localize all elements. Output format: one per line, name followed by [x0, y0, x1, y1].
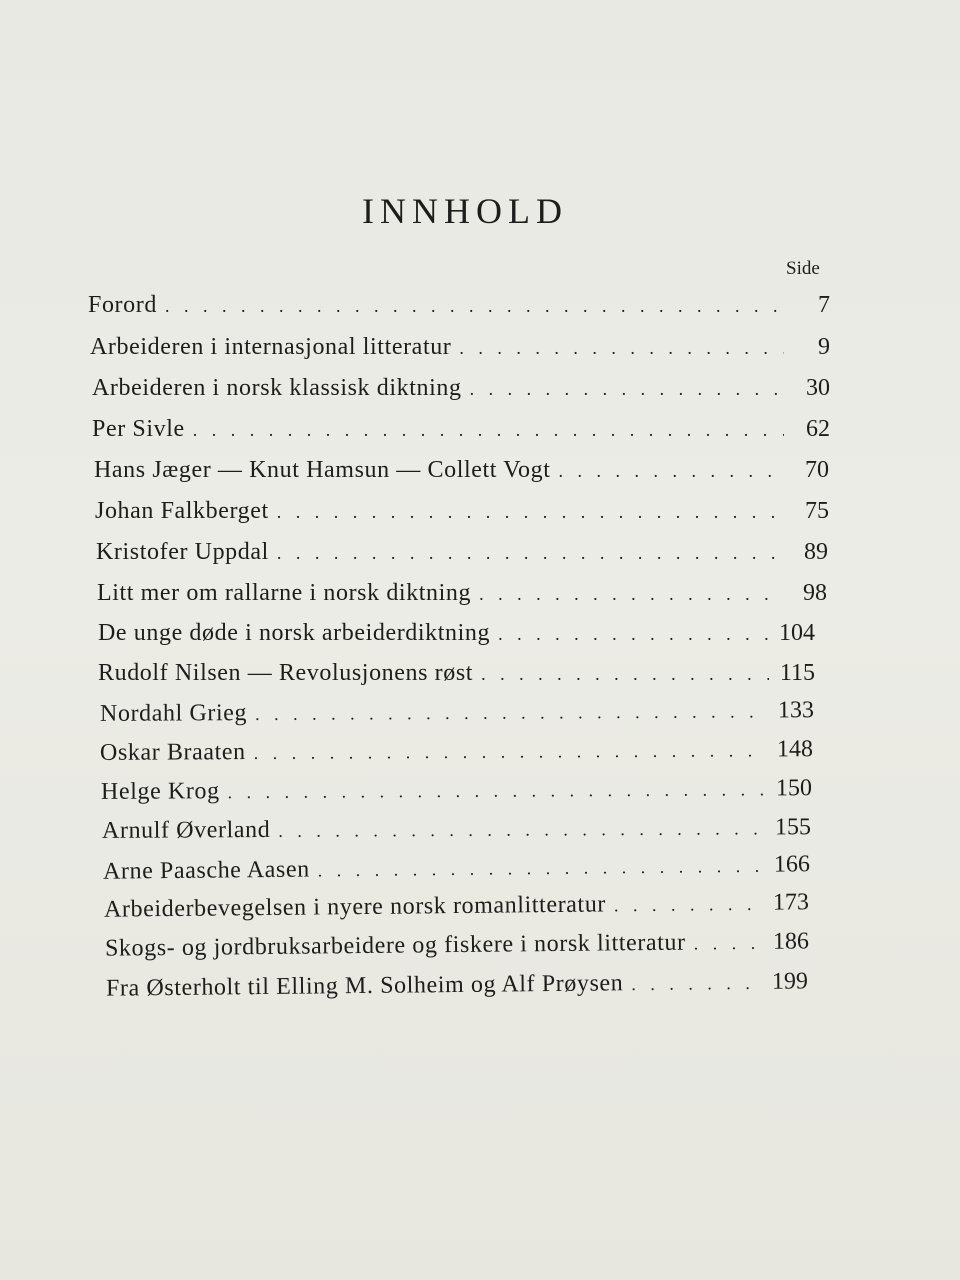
- toc-entry-page: 186: [772, 928, 810, 955]
- toc-entry: [92, 414, 830, 445]
- toc-entry: [90, 332, 830, 363]
- toc-entry-title: Johan Falkberget: [95, 498, 269, 524]
- toc-leader-dots: [278, 813, 765, 846]
- toc-entry: [100, 695, 814, 730]
- toc-entry: [104, 887, 809, 925]
- toc-entry: [94, 455, 829, 486]
- toc-entry-title: Hans Jæger — Knut Hamsun — Collett Vogt: [94, 457, 551, 483]
- toc-leader-dots: [254, 735, 767, 768]
- toc-leader-dots: [165, 291, 784, 321]
- toc-leader-dots: [228, 774, 767, 807]
- toc-entry-title: Per Sivle: [92, 416, 185, 442]
- toc-entry: [98, 658, 815, 689]
- toc-entry-title: Fra Østerholt til Elling M. Solheim og Alf Prøysen: [105, 970, 624, 1002]
- toc-leader-dots: [498, 619, 769, 649]
- toc-entry-page: 150: [775, 775, 813, 802]
- toc-leader-dots: [277, 497, 783, 527]
- toc-entry-title: Arbeideren i norsk klassisk diktning: [92, 375, 462, 401]
- toc-leader-dots: [694, 928, 764, 959]
- toc-entry-title: Litt mer om rallarne i norsk diktning: [97, 580, 472, 606]
- toc-leader-dots: [470, 374, 784, 404]
- toc-entry-title: De unge døde i norsk arbeiderdiktning: [98, 620, 491, 646]
- toc-entry-title: Kristofer Uppdal: [96, 539, 269, 565]
- toc-leader-dots: [631, 968, 762, 999]
- toc-entry-title: Arbeideren i internasjonal litteratur: [90, 334, 452, 360]
- toc-entry-title: Nordahl Grieg: [99, 700, 248, 727]
- toc-entry: [102, 812, 811, 847]
- page-title: INNHOLD: [362, 191, 568, 231]
- toc-entry: [105, 926, 809, 964]
- toc-entry-page: 104: [779, 620, 815, 646]
- toc-entry-page: 9: [818, 334, 830, 360]
- toc-leader-dots: [614, 889, 763, 921]
- toc-leader-dots: [479, 579, 781, 609]
- page-column-label: Side: [786, 258, 820, 279]
- toc-entry-page: 30: [806, 375, 830, 401]
- toc-leader-dots: [481, 659, 769, 689]
- toc-entry-page: 173: [772, 889, 810, 916]
- toc-leader-dots: [459, 333, 784, 363]
- toc-entry-page: 155: [774, 814, 812, 841]
- toc-leader-dots: [255, 696, 768, 729]
- toc-entry-title: Arnulf Øverland: [101, 816, 271, 844]
- toc-leader-dots: [318, 851, 765, 886]
- toc-entry-page: 166: [773, 851, 811, 878]
- toc-entry-page: 98: [803, 580, 827, 606]
- toc-entry-title: Oskar Braaten: [99, 739, 246, 766]
- toc-entry-page: 7: [818, 292, 830, 318]
- toc-leader-dots: [559, 456, 783, 486]
- toc-entry-title: Forord: [88, 292, 157, 318]
- toc-entry-page: 89: [804, 539, 828, 565]
- toc-entry: [97, 578, 827, 609]
- toc-entry-page: 70: [805, 457, 829, 483]
- toc-entry: [101, 773, 812, 808]
- toc-entry-page: 133: [777, 697, 815, 724]
- toc-entry-title: Arne Paasche Aasen: [102, 856, 310, 885]
- toc-entry: [106, 966, 808, 1004]
- toc-entry-page: 115: [779, 660, 815, 686]
- toc-leader-dots: [193, 415, 784, 445]
- toc-entry-page: 148: [776, 736, 814, 763]
- toc-entry: [95, 496, 829, 527]
- toc-entry: [100, 734, 813, 769]
- toc-entry-title: Arbeiderbevegelsen i nyere norsk romanlitteratur: [103, 891, 607, 923]
- toc-entry: [98, 618, 815, 649]
- toc-entry-title: Helge Krog: [100, 778, 220, 805]
- toc-entry-page: 199: [771, 968, 809, 995]
- toc-entry-title: Skogs- og jordbruksarbeidere og fiskere i norsk litteratur: [104, 929, 686, 962]
- toc-entry: [92, 373, 830, 404]
- toc-entry: [88, 290, 830, 321]
- toc-entry: [103, 849, 810, 887]
- toc-leader-dots: [277, 538, 782, 568]
- toc-entry-page: 75: [805, 498, 829, 524]
- toc-entry: [96, 537, 828, 568]
- toc-entry-title: Rudolf Nilsen — Revolusjonens røst: [98, 660, 474, 686]
- toc-entry-page: 62: [806, 416, 830, 442]
